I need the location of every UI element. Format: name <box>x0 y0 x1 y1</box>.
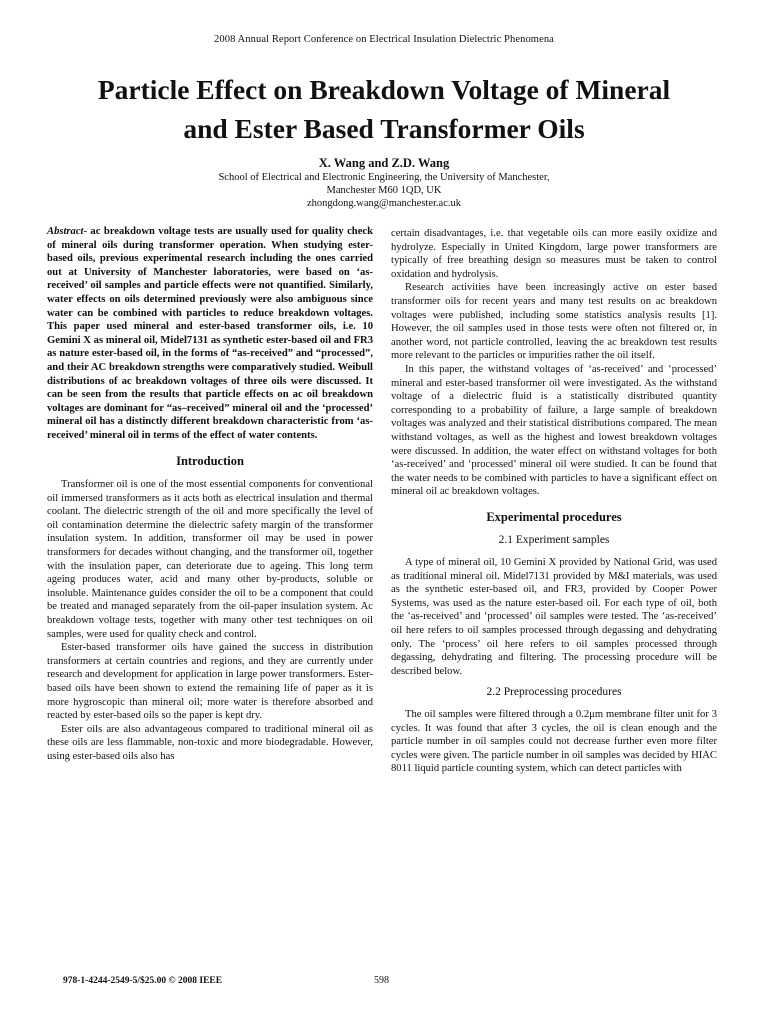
affiliation-line-1: School of Electrical and Electronic Engineering, the University of Manchester, <box>218 172 550 183</box>
footer-isbn: 978-1-4244-2549-5/$25.00 © 2008 IEEE <box>63 976 223 986</box>
authors: X. Wang and Z.D. Wang <box>318 156 450 170</box>
intro-paragraph-1: Transformer oil is one of the most essential components for conventional oil immersed transformers as it acts both as electrical insulation and thermal coolant. The dielectric strength of the oil and more specifically the level of oil contamination determine the dielectric safety margin of the transformer insulation system. In addition, transformer oil may be used in power transformers for decades without changing, and the transformer oil, together with the insulation paper, can deteriorate due to ageing. This long term ageing produces water, acid and many other by-products, soluble or insoluble. Maintenance guides consider the oil to be a component that could be treated and managed separately from the oil-paper insulation system. Ac breakdown voltage tests, together with many other test techniques on oil samples, were used for quality check and control. <box>47 479 373 640</box>
experimental-paragraph-2: The oil samples were filtered through a 0.2μm membrane filter unit for 3 cycles. It was found that after 3 cycles, the oil is clean enough and the particle number in oil samples could not decrease further even more filter cycles were given. The particle number in oil samples was decided by HIAC 8011 liquid particle counting system, which can detect particles with <box>391 709 717 775</box>
title-line-1: Particle Effect on Breakdown Voltage of Mineral <box>97 74 671 105</box>
experimental-paragraph-1: A type of mineral oil, 10 Gemini X provided by National Grid, was used as traditional mineral oil. Midel7131 provided by M&I materials, was used as the synthetic ester-based oil, and FR3, provided by Cooper Power Systems, was used as the nature ester-based oil. For each type of oil, both the ‘as-received’ and ‘processed’ oil samples were tested. The ‘as-received’ oil here refers to oil samples processed through degassing and dehydrating only. The ‘process’ oil here refers to oil samples processed through degassing, dehydrating and filtering. The processing procedure will be described below. <box>391 557 717 677</box>
intro-paragraph-3: Ester oils are also advantageous compared to traditional mineral oil as these oils are less flammable, non-toxic and more biodegradable. However, using ester-based oils also has <box>47 723 373 762</box>
affiliation-line-2: Manchester M60 1QD, UK <box>326 185 442 196</box>
page-number: 598 <box>374 975 389 986</box>
title-line-2: and Ester Based Transformer Oils <box>183 113 585 144</box>
intro-paragraph-4: certain disadvantages, i.e. that vegetable oils can more easily oxidize and hydrolyze. Especially in United Kingdom, large power transformers are typically of free breathing design so measures must be taken to control oxidation and hydrolysis. <box>391 228 717 280</box>
right-column <box>391 227 717 776</box>
subsection-2-2-heading: 2.2 Preprocessing procedures <box>486 686 622 699</box>
author-email: zhongdong.wang@manchester.ac.uk <box>307 198 461 209</box>
subsection-2-1-heading: 2.1 Experiment samples <box>498 534 610 547</box>
intro-paragraph-5: Research activities have been increasingly active on ester based transformer oils for recent years and many test results on ac breakdown voltages were published, including some statistics analysis results [1]. However, the oil samples used in those tests were often not filtered or, in another word, not particle controlled, leaving the ac breakdown test results more relevant to the particles or impurities rather the oil itself. <box>391 282 717 362</box>
experimental-heading: Experimental procedures <box>486 509 622 524</box>
abstract-label: Abstract- <box>47 226 88 237</box>
intro-paragraph-6: In this paper, the withstand voltages of ‘as-received’ and ‘processed’ mineral and ester-based transformer oil were investigated. As the withstand voltage of a dielectric fluid is a statistically distributed quantity corresponding to a probability of failure, a large sample of breakdown voltages was analyzed and their statistical distributions compared. The mean withstand voltages, as well as the highest and lowest breakdown voltages were discussed. In addition, the water effect on withstand voltages for both ‘as-received’ and ‘processed’ mineral oil were studied. It can be found that the water needs to be combined with particles to have a significant effect on mineral oil ac breakdown voltages. <box>391 363 717 498</box>
paper-title <box>40 70 728 148</box>
left-column <box>47 225 373 764</box>
introduction-heading: Introduction <box>176 453 244 468</box>
abstract-text: ac breakdown voltage tests are usually used for quality check of mineral oils during transformer operation. When studying ester-based oils, previous experimental research including the ones carried out at University of Manchester laboratories, were based on ‘as-received’ oil samples and particle effects were not quantified. Similarly, water effects on oils determined previously were also ambiguous since water can be combined with particles to reduce breakdown voltages. This paper used mineral and ester-based transformer oils, i.e. 10 Gemini X as mineral oil, Midel7131 as synthetic ester-based oil and FR3 as nature ester-based oil, in the forms of “as-received” and “processed”, and their AC breakdown strengths were comparatively studied. Weibull distributions of ac breakdown voltages of three oils were discussed. It can be seen from the results that particle effects on ac oil breakdown voltages are dominant for “as–received” mineral oil and the ‘processed’ mineral oil has a distinctly different breakdown characteristic from ‘as-received’ mineral oil in terms of the effect of water contents. <box>47 226 373 441</box>
intro-paragraph-2: Ester-based transformer oils have gained the success in distribution transformers at certain countries and regions, and they are currently under research and development for application in large power transformers. Ester-based oils have been shown to extend the remaining life of paper as it is more hygroscopic than mineral oil; more water is therefore absorbed and reacted by ester-based oils so the paper is kept dry. <box>47 642 373 722</box>
abstract <box>47 225 373 443</box>
running-head: 2008 Annual Report Conference on Electrical Insulation Dielectric Phenomena <box>214 34 554 45</box>
affiliation <box>0 171 768 210</box>
